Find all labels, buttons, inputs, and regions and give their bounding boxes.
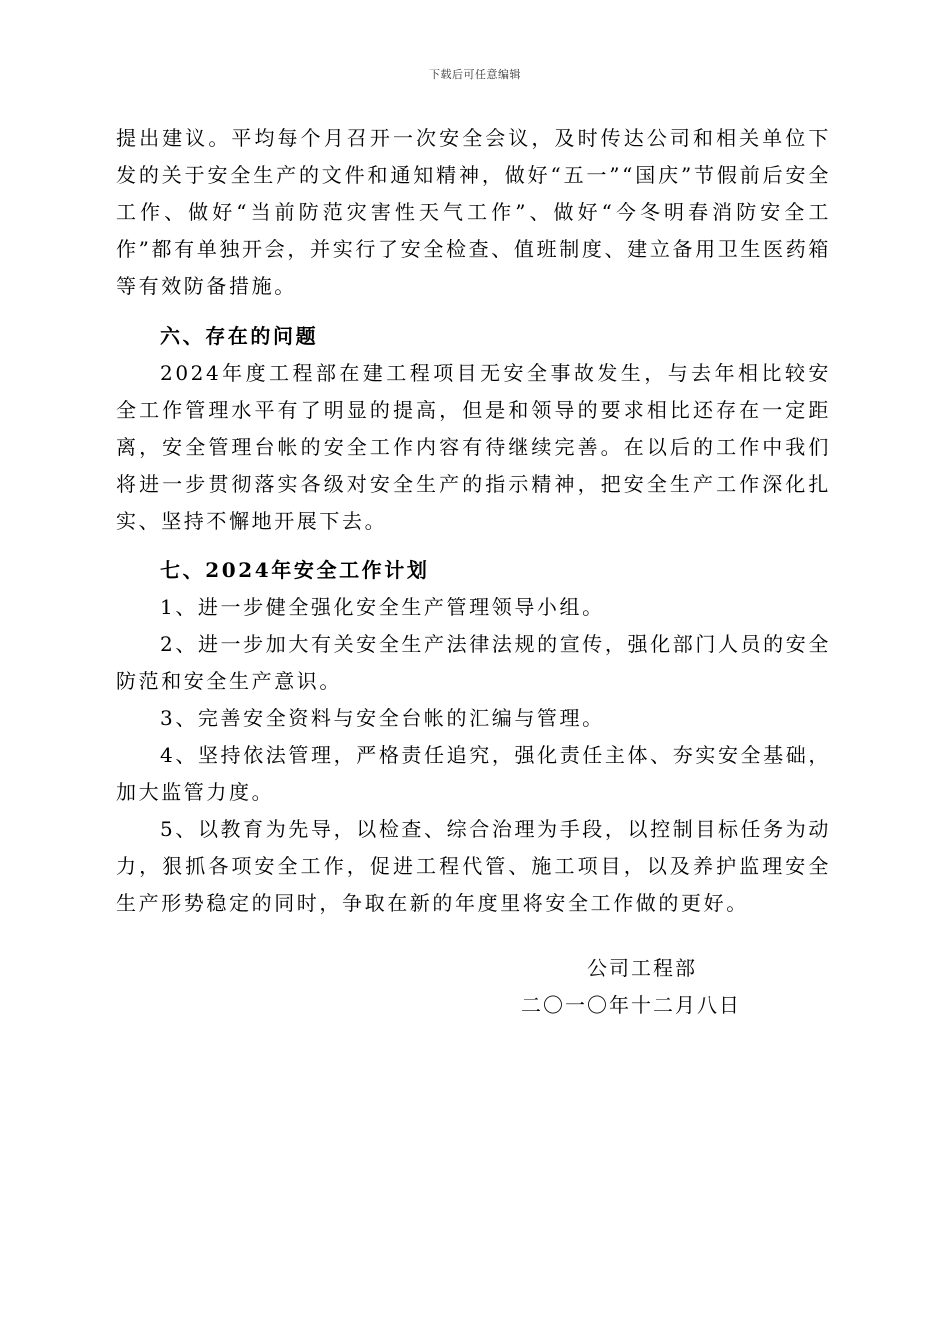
section6-body-block (116, 355, 831, 540)
intro-text: 提出建议。平均每个月召开一次安全会议，及时传达公司和相关单位下发的关于安全生产的文件和通知精神，做好“五一”“国庆”节假前后安全工作、做好“当前防范灾害性天气工作”、做好“今冬明春消防安全工作”都有单独开会，并实行了安全检查、值班制度、建立备用卫生医药箱等有效防备措施。 (116, 126, 831, 298)
section6-heading: 六、存在的问题 (160, 324, 319, 348)
plan-item-5: 5、以教育为先导，以检查、综合治理为手段，以控制目标任务为动力，狠抓各项安全工作，促进工程代管、施工项目，以及养护监理安全生产形势稳定的同时，争取在新的年度里将安全工作做的更好。 (116, 817, 831, 915)
section7-heading-block (116, 552, 831, 589)
plan-item-2: 2、进一步加大有关安全生产法律法规的宣传，强化部门人员的安全防范和安全生产意识。 (116, 632, 831, 693)
intro-paragraph (116, 120, 831, 305)
plan-item-3: 3、完善安全资料与安全台帐的汇编与管理。 (160, 706, 605, 730)
signature-date: 二〇一〇年十二月八日 (521, 993, 741, 1017)
plan-item-4: 4、坚持依法管理，严格责任追究，强化责任主体、夯实安全基础，加大监管力度。 (116, 743, 831, 804)
header-note: 下载后可任意编辑 (429, 68, 521, 81)
plan-item-1: 1、进一步健全强化安全生产管理领导小组。 (160, 595, 605, 619)
section6-heading-block (116, 318, 831, 355)
signature-department: 公司工程部 (587, 956, 697, 980)
section7-list (116, 589, 831, 922)
section6-body: 2024年度工程部在建工程项目无安全事故发生，与去年相比较安全工作管理水平有了明显的提高，但是和领导的要求相比还存在一定距离，安全管理台帐的安全工作内容有待继续完善。在以后的工作中我们将进一步贯彻落实各级对安全生产的指示精神，把安全生产工作深化扎实、坚持不懈地开展下去。 (116, 361, 831, 533)
section7-heading: 七、2024年安全工作计划 (160, 558, 430, 582)
